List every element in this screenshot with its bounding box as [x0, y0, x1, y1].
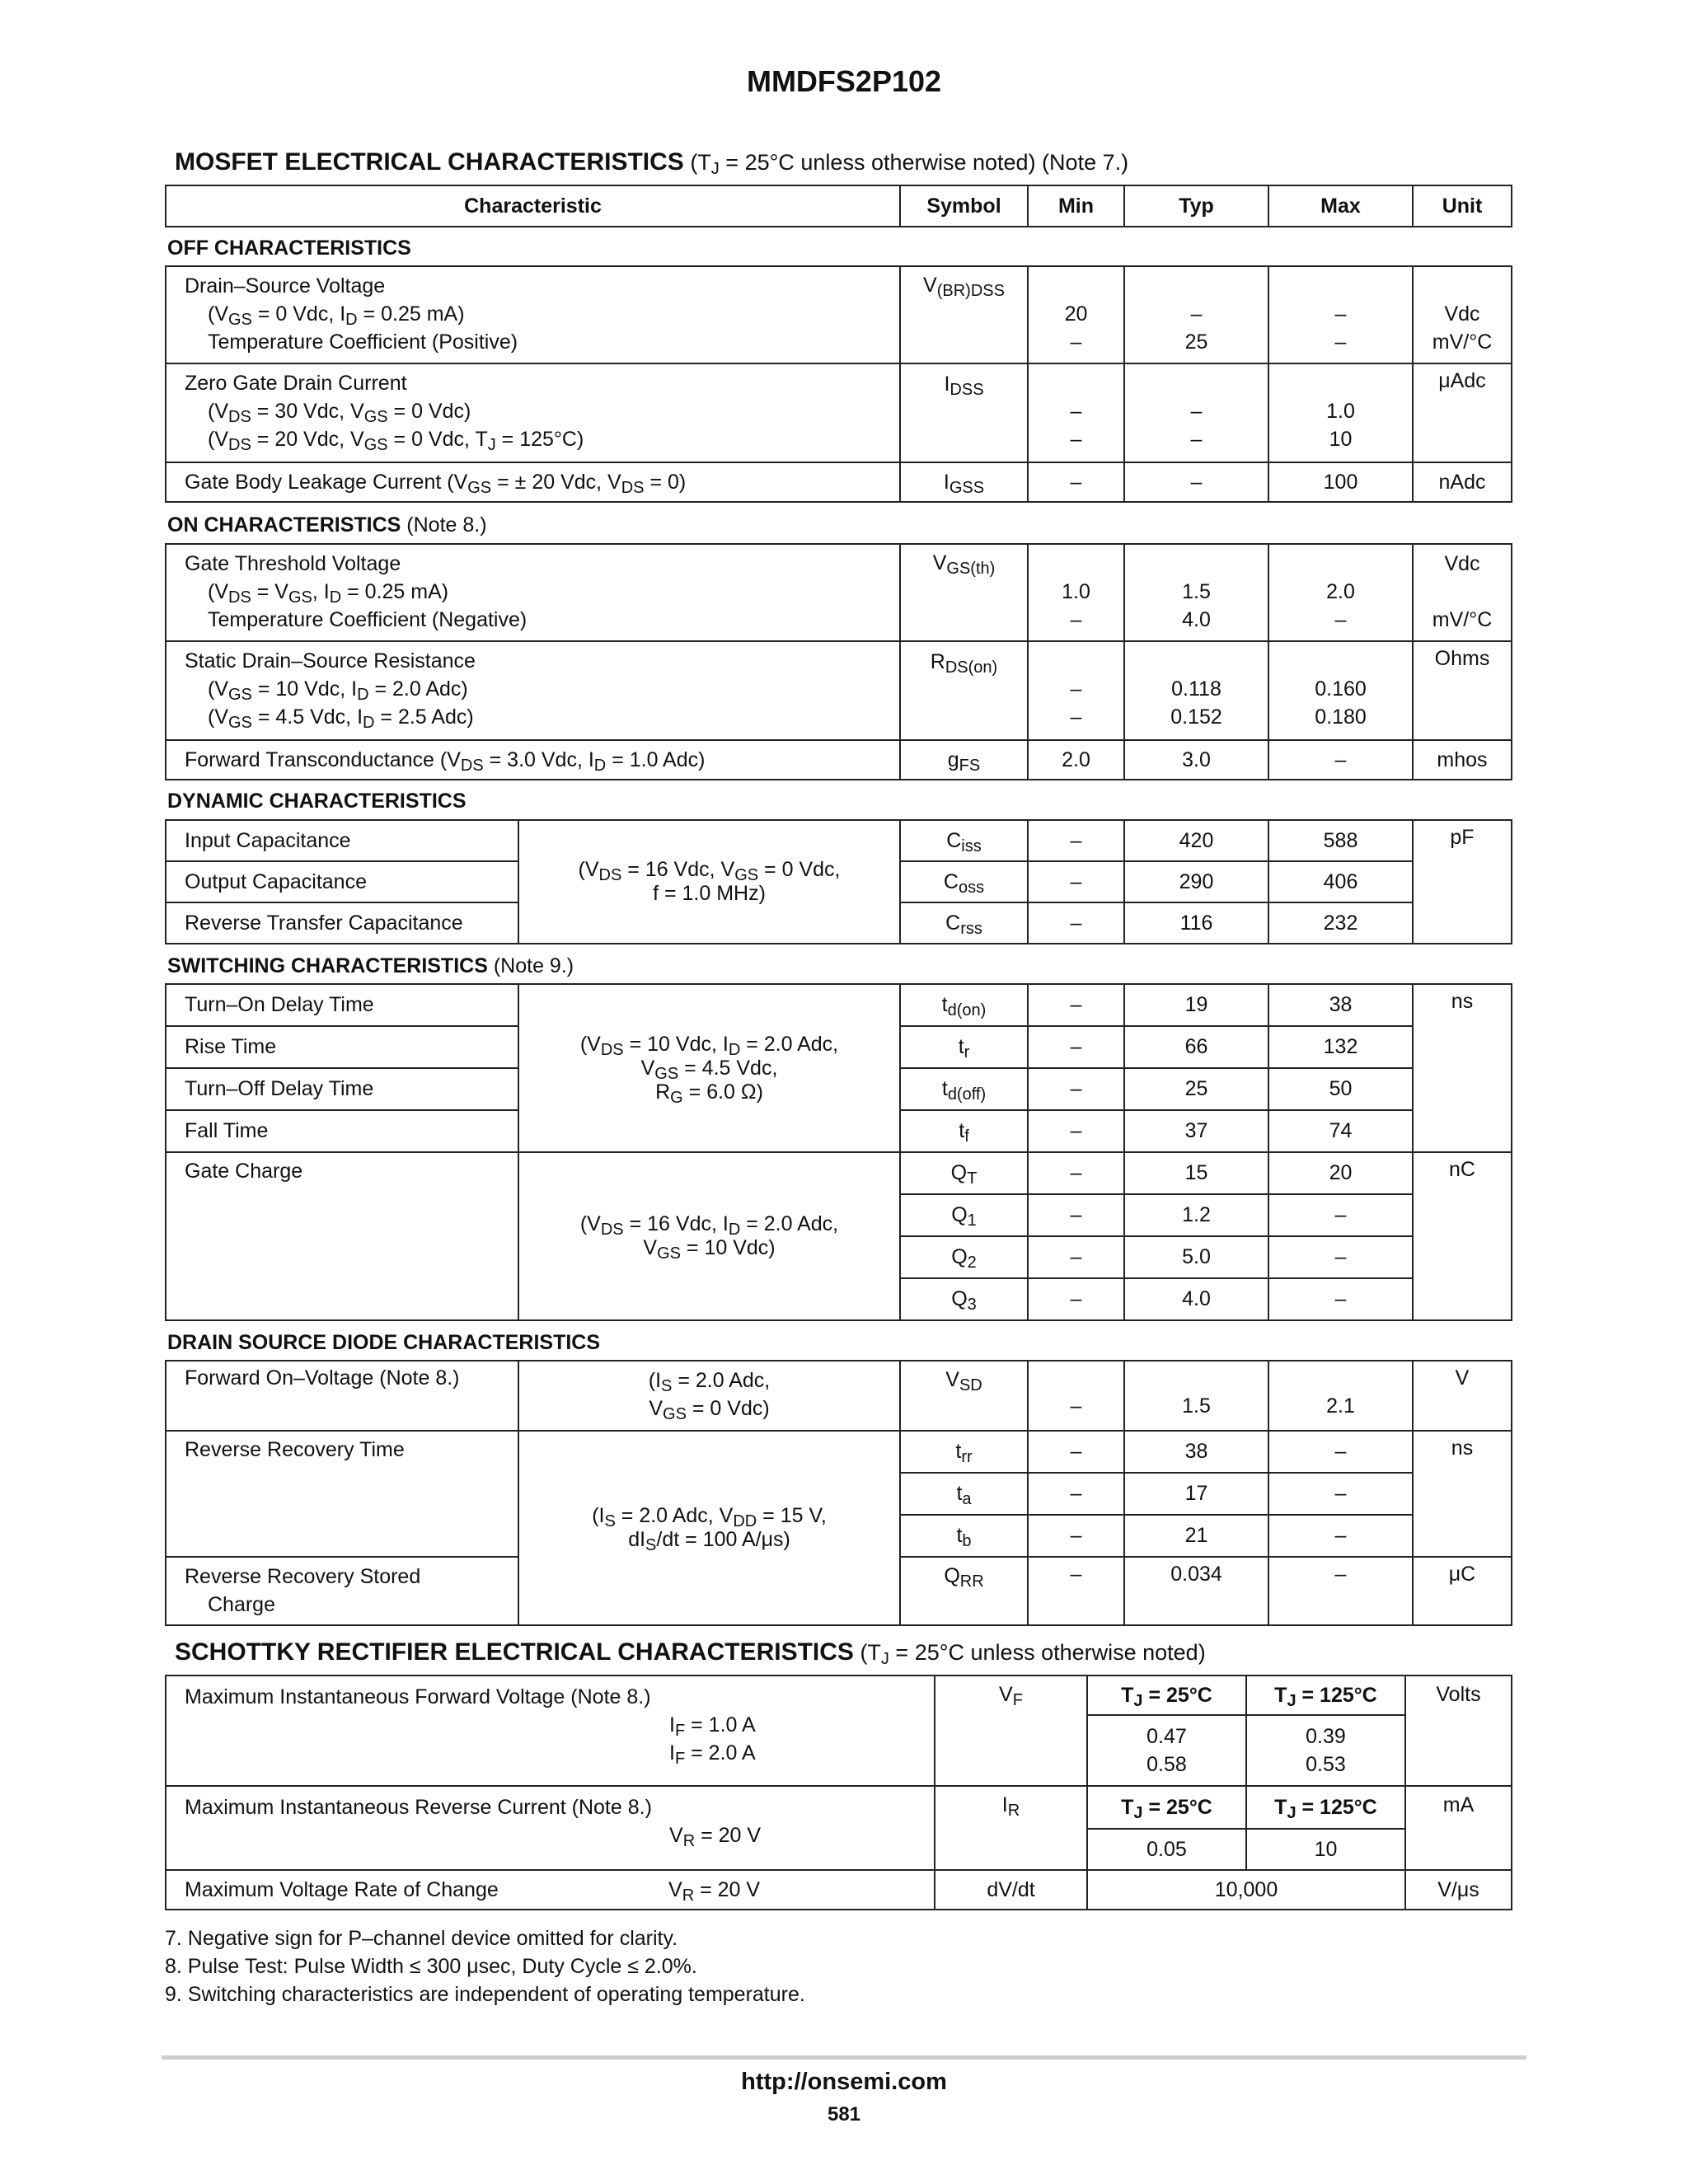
table-row: Maximum Instantaneous Reverse Current (Note 8.) $V_R = 20$ V $I_R$ $T_J = 25^\circ C$ $T_J = 125^\circ C$ mA [166, 1786, 1512, 1829]
diode-heading: DRAIN SOURCE DIODE CHARACTERISTICS [167, 1331, 601, 1354]
table-row: Output Capacitance $C_{oss}$ – 290 406 [166, 861, 1512, 902]
col-symbol: Symbol [900, 185, 1028, 227]
col-unit: Unit [1413, 185, 1512, 227]
col-min: Min [1028, 185, 1124, 227]
note-7: 7. Negative sign for P–channel device omitted for clarity. [165, 1927, 678, 1950]
switching-table [165, 983, 1512, 1321]
dynamic-table [165, 819, 1512, 944]
table-row: Gate Threshold Voltage ($V_{DS} = V_{GS}$, $I_D = 0.25$ mA) Temperature Coefficient (Negative) $V_{GS(th)}$ 1.0 – 1.5 4.0 2.0 – Vdc mV/°C [166, 544, 1512, 641]
col-characteristic: Characteristic [166, 185, 900, 227]
table-row: Forward On–Voltage (Note 8.) ($I_S = 2.0$ Adc, $V_{GS} = 0$ Vdc) $V_{SD}$ – 1.5 2.1 V [166, 1361, 1512, 1431]
on-heading: ON CHARACTERISTICS (Note 8.) [167, 513, 487, 537]
table-row: $Q_2$ – 5.0 – [166, 1236, 1512, 1278]
off-table [165, 265, 1512, 503]
table-row: Reverse Recovery Time ($I_S = 2.0$ Adc, $V_{DD} = 15$ V, $dI_S/dt = 100$ A/μs) $t_{rr}$ – 38 – ns [166, 1431, 1512, 1473]
table-row: Gate Charge ($V_{DS} = 16$ Vdc, $I_D = 2.0$ Adc, $V_{GS} = 10$ Vdc) $Q_T$ – 15 20 nC [166, 1152, 1512, 1194]
table-row: Input Capacitance ($V_{DS} = 16$ Vdc, $V_{GS} = 0$ Vdc, f = 1.0 MHz) $C_{iss}$ – 420 588 pF [166, 820, 1512, 861]
table-row: $Q_3$ – 4.0 – [166, 1278, 1512, 1320]
table-row: $Q_1$ – 1.2 – [166, 1194, 1512, 1236]
off-heading: OFF CHARACTERISTICS [167, 237, 411, 260]
table-row: Rise Time $t_r$ – 66 132 [166, 1026, 1512, 1068]
table-row: Maximum Instantaneous Forward Voltage (Note 8.) $I_F = 1.0$ A $I_F = 2.0$ A $V_F$ $T_J = 25^\circ C$ $T_J = 125^\circ C$ Volts [166, 1675, 1512, 1715]
table-row: Gate Body Leakage Current ($V_{GS}$ = ± 20 Vdc, $V_{DS} = 0$) $I_{GSS}$ – – 100 nAdc [166, 462, 1512, 502]
diode-table [165, 1360, 1512, 1626]
table-row: Zero Gate Drain Current ($V_{DS} = 30$ Vdc, $V_{GS} = 0$ Vdc) ($V_{DS} = 20$ Vdc, $V_{GS} = 0$ Vdc, $T_J = 125^\circ C$) $I_{DSS}$ – – – – 1.0 10 μAdc [166, 363, 1512, 462]
page-number: 581 [827, 2103, 861, 2125]
table-row: Static Drain–Source Resistance ($V_{GS} = 10$ Vdc, $I_D = 2.0$ Adc) ($V_{GS} = 4.5$ Vdc, $I_D = 2.5$ Adc) $R_{DS(on)}$ – – 0.118 0.152 0.160 0.180 Ohms [166, 641, 1512, 740]
table-row: Maximum Voltage Rate of Change $V_R = 20$ V dV/dt 10,000 V/μs [166, 1870, 1512, 1910]
schottky-table [165, 1675, 1512, 1910]
footer-divider [162, 2055, 1526, 2060]
table-row: 0.47 0.58 0.39 0.53 [166, 1715, 1512, 1786]
table-row: 0.05 10 [166, 1829, 1512, 1870]
table-row: Reverse Transfer Capacitance $C_{rss}$ – 116 232 [166, 902, 1512, 944]
table-row: Fall Time $t_f$ – 37 74 [166, 1110, 1512, 1152]
col-typ: Typ [1124, 185, 1268, 227]
page-title: MMDFS2P102 [746, 64, 942, 98]
switching-heading: SWITCHING CHARACTERISTICS (Note 9.) [167, 954, 574, 977]
col-max: Max [1268, 185, 1413, 227]
note-8: 8. Pulse Test: Pulse Width ≤ 300 μsec, Duty Cycle ≤ 2.0%. [165, 1955, 697, 1978]
table-row: Reverse Recovery Stored Charge $Q_{RR}$ – 0.034 – μC [166, 1557, 1512, 1625]
table-row: Turn–Off Delay Time $t_{d(off)}$ – 25 50 [166, 1068, 1512, 1110]
notes [165, 1924, 805, 2008]
table-row: Turn–On Delay Time ($V_{DS} = 10$ Vdc, $I_D = 2.0$ Adc, $V_{GS} = 4.5$ Vdc, $R_G = 6.0$ Ω) $t_{d(on)}$ – 19 38 ns [166, 984, 1512, 1026]
dynamic-heading: DYNAMIC CHARACTERISTICS [167, 790, 467, 813]
note-9: 9. Switching characteristics are independent of operating temperature. [165, 1983, 805, 2006]
on-table [165, 543, 1512, 780]
table-row: $t_a$ – 17 – [166, 1473, 1512, 1515]
table-row: $t_b$ – 21 – [166, 1515, 1512, 1557]
mosfet-section-title: MOSFET ELECTRICAL CHARACTERISTICS ($T_J = 25^\circ C$ unless otherwise noted) (Note 7.) [175, 148, 1129, 178]
table-row: Drain–Source Voltage ($V_{GS} = 0$ Vdc, $I_D = 0.25$ mA) Temperature Coefficient (Positive) $V_{(BR)DSS}$ 20 – – 25 – – Vdc mV/°C [166, 266, 1512, 363]
footer-url[interactable]: http://onsemi.com [741, 2069, 947, 2095]
table-row: Forward Transconductance ($V_{DS} = 3.0$ Vdc, $I_D = 1.0$ Adc) $g_{FS}$ 2.0 3.0 – mhos [166, 740, 1512, 780]
table-header [165, 185, 1512, 227]
schottky-section-title: SCHOTTKY RECTIFIER ELECTRICAL CHARACTERISTICS ($T_J = 25^\circ C$ unless otherwise noted) [175, 1638, 1206, 1668]
